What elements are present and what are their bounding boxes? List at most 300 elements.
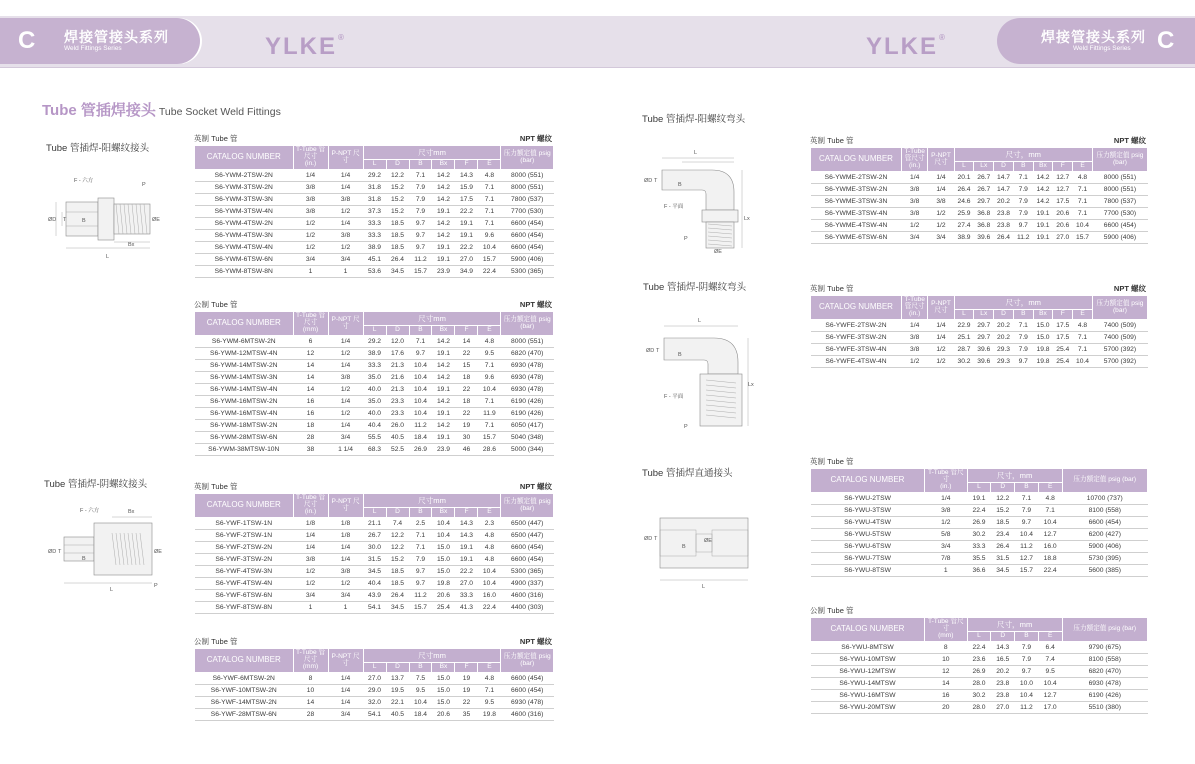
- series-subtitle-right: Weld Fittings Series: [1073, 45, 1131, 52]
- table-cell: 19.1: [432, 254, 455, 266]
- svg-text:Bx: Bx: [128, 242, 135, 248]
- table-cell: 5900 (406): [501, 254, 554, 266]
- svg-text:Bx: Bx: [128, 509, 135, 515]
- table-cell: 9.7: [409, 348, 432, 360]
- table-cell: 40.4: [363, 578, 386, 590]
- table-cell: 13.7: [386, 673, 409, 685]
- table-cell: 45.1: [363, 254, 386, 266]
- col-dimensions: 尺寸，mm: [954, 148, 1092, 162]
- table-cell: 20.1: [954, 172, 974, 184]
- col-dim-e: E: [478, 160, 501, 170]
- col-tube-size: [293, 312, 328, 336]
- table-cell: 15.0: [432, 542, 455, 554]
- table-cell: 5730 (395): [1062, 553, 1147, 565]
- table-cell: 38.9: [954, 232, 974, 244]
- catalog-number: S6-YWF-2TSW-1N: [195, 530, 294, 542]
- table-caption-tube: 公制 Tube 管: [810, 606, 854, 615]
- table-cell: 19.8: [1033, 344, 1053, 356]
- table-cell: 7.1: [1013, 320, 1033, 332]
- svg-text:Lx: Lx: [744, 216, 750, 222]
- col-tube-size-unit: (mm): [302, 662, 319, 670]
- table-cell: 27.0: [455, 254, 478, 266]
- col-dim-bx: Bx: [432, 326, 455, 336]
- table-cell: 14: [924, 678, 967, 690]
- catalog-number: S6-YWME-3TSW-4N: [811, 208, 902, 220]
- col-dim-b: B: [1013, 310, 1033, 320]
- catalog-number: S6-YWM-14MTSW-3N: [195, 372, 294, 384]
- col-pnpt-size: P-NPT 尺寸: [328, 494, 363, 518]
- col-dimensions: 尺寸mm: [363, 649, 501, 663]
- col-pressure-rating: 压力额定值 psig (bar): [501, 649, 554, 673]
- table-cell: 15.2: [386, 194, 409, 206]
- table-cell: 27.0: [455, 578, 478, 590]
- table-row: [811, 232, 1148, 244]
- catalog-number: S6-YWM-16MTSW-4N: [195, 408, 294, 420]
- table-cell: 21.6: [386, 372, 409, 384]
- col-dim-l: L: [967, 483, 991, 493]
- table-cell: 20.2: [991, 666, 1015, 678]
- table-cell: 15.7: [478, 432, 501, 444]
- col-dim-e: E: [1038, 632, 1062, 642]
- table-cell: 15.0: [1033, 320, 1053, 332]
- col-catalog-number: CATALOG NUMBER: [195, 649, 294, 673]
- table-cell: 4.8: [478, 170, 501, 182]
- table-row: [195, 420, 554, 432]
- table-cell: 7.9: [409, 182, 432, 194]
- col-tube-size: [901, 296, 927, 320]
- catalog-number: S6-YWU-6TSW: [811, 541, 925, 553]
- table-cell: 1/4: [328, 685, 363, 697]
- table-cell: 7.9: [1015, 654, 1039, 666]
- table-row: [195, 266, 554, 278]
- table-cell: 14: [455, 336, 478, 348]
- table-cell: 10.4: [1073, 356, 1093, 368]
- table-cell: 6190 (426): [1062, 690, 1147, 702]
- table-cell: 19.1: [432, 384, 455, 396]
- table-cell: 7.9: [1013, 184, 1033, 196]
- table-cell: 23.8: [991, 690, 1015, 702]
- table-cell: 43.9: [363, 590, 386, 602]
- table-cell: 8000 (551): [501, 182, 554, 194]
- table-row: [195, 372, 554, 384]
- catalog-number: S6-YWU-8MTSW: [811, 642, 925, 654]
- table-cell: 18: [455, 372, 478, 384]
- table-cell: 5/8: [924, 529, 967, 541]
- table-cell: 17.5: [1053, 320, 1073, 332]
- table-caption-tube: 英制 Tube 管: [194, 482, 238, 491]
- table-cell: 22.4: [1038, 565, 1062, 577]
- table-cell: 20.6: [1053, 208, 1073, 220]
- table-cell: 31.5: [991, 553, 1015, 565]
- table-cell: 33.3: [363, 360, 386, 372]
- col-dimensions: 尺寸mm: [363, 146, 501, 160]
- svg-text:ØD: ØD: [646, 348, 655, 354]
- table-cell: 15.0: [432, 697, 455, 709]
- col-tube-size-label: T-Tube 管尺寸: [927, 469, 964, 484]
- table-row: [195, 602, 554, 614]
- table-cell: 1/8: [293, 518, 328, 530]
- union-drawing: [642, 500, 752, 590]
- table-cell: 9.6: [478, 372, 501, 384]
- col-catalog-number: CATALOG NUMBER: [811, 469, 925, 493]
- table-cell: 38.9: [363, 242, 386, 254]
- table-cell: 7.4: [386, 518, 409, 530]
- table-cell: 14.2: [432, 218, 455, 230]
- table-cell: 27.0: [363, 673, 386, 685]
- table-cell: 36.6: [967, 565, 991, 577]
- col-dim-e: E: [1073, 162, 1093, 172]
- table-cell: 10.4: [1015, 529, 1039, 541]
- table-cell: 7.9: [1015, 505, 1039, 517]
- table-cell: 1: [328, 266, 363, 278]
- table-cell: 6600 (454): [1092, 220, 1147, 232]
- table-cell: 22.2: [455, 566, 478, 578]
- table-cell: 6500 (447): [501, 518, 554, 530]
- table-cell: 1/2: [328, 206, 363, 218]
- col-dim-d: D: [994, 310, 1014, 320]
- table-cell: 1: [293, 266, 328, 278]
- table-cell: 19: [455, 420, 478, 432]
- table-row: [195, 530, 554, 542]
- col-tube-size: [293, 649, 328, 673]
- table-cell: 19.1: [455, 542, 478, 554]
- table-cell: 19.1: [432, 242, 455, 254]
- table-row: [195, 709, 554, 721]
- col-dim-l: L: [967, 632, 991, 642]
- table-cell: 1: [293, 602, 328, 614]
- svg-text:ØD: ØD: [48, 217, 57, 223]
- table-cell: 26.4: [991, 541, 1015, 553]
- table-cell: 25.4: [432, 602, 455, 614]
- table-cell: 30.2: [954, 356, 974, 368]
- table-cell: 6600 (454): [501, 554, 554, 566]
- table-cell: 1/4: [328, 554, 363, 566]
- table-cell: 1/2: [328, 384, 363, 396]
- col-dim-l: L: [363, 508, 386, 518]
- table-cell: 31.8: [363, 194, 386, 206]
- section-male-connector: Tube 管插焊-阳螺纹接头: [46, 143, 150, 154]
- table-cell: 8000 (551): [501, 336, 554, 348]
- table-cell: 21.1: [363, 518, 386, 530]
- col-dim-l: L: [954, 162, 974, 172]
- col-tube-size-unit: (in.): [304, 507, 317, 515]
- table-cell: 15.2: [386, 554, 409, 566]
- table-cell: 14: [293, 384, 328, 396]
- table-cell: 18.5: [991, 517, 1015, 529]
- col-dim-bx: Bx: [432, 160, 455, 170]
- svg-text:L: L: [698, 318, 702, 324]
- table-cell: 1/2: [328, 408, 363, 420]
- table-cell: 19.8: [1033, 356, 1053, 368]
- table-cell: 6600 (454): [501, 685, 554, 697]
- table-cell: 1/2: [293, 566, 328, 578]
- table-cell: 7.1: [478, 194, 501, 206]
- table-caption-npt: NPT 螺纹: [519, 300, 552, 309]
- table-cell: 18.5: [386, 218, 409, 230]
- catalog-number: S6-YWF-10MTSW-2N: [195, 685, 294, 697]
- col-catalog-number: CATALOG NUMBER: [811, 296, 902, 320]
- catalog-number: S6-YWM-16MTSW-2N: [195, 396, 294, 408]
- table-cell: 23.4: [991, 529, 1015, 541]
- catalog-number: S6-YWF-3TSW-2N: [195, 554, 294, 566]
- col-dim-lx: Lx: [974, 162, 994, 172]
- table-cell: 14: [293, 697, 328, 709]
- table-cell: 6930 (478): [501, 384, 554, 396]
- table-cell: 41.3: [455, 602, 478, 614]
- male-connector-drawing: [46, 172, 166, 262]
- col-dim-bx: Bx: [432, 508, 455, 518]
- series-title-right: 焊接管接头系列: [1041, 29, 1146, 45]
- table-cell: 1/4: [928, 172, 954, 184]
- table-row: [195, 230, 554, 242]
- table-cell: 1/4: [328, 170, 363, 182]
- table-row: [195, 566, 554, 578]
- col-dim-f: F: [455, 160, 478, 170]
- table-cell: 22.4: [478, 602, 501, 614]
- table-cell: 10700 (737): [1062, 493, 1147, 505]
- col-tube-size: [924, 618, 967, 642]
- table-cell: 14.3: [455, 530, 478, 542]
- table-cell: 26.9: [967, 666, 991, 678]
- table-cell: 6600 (454): [501, 230, 554, 242]
- table-cell: 29.3: [994, 356, 1014, 368]
- spec-table: [194, 145, 554, 278]
- table-cell: 46: [455, 444, 478, 456]
- table-cell: 7.1: [409, 336, 432, 348]
- col-dimensions: 尺寸mm: [363, 312, 501, 326]
- table-cell: 14.2: [1033, 196, 1053, 208]
- table-cell: 30.2: [967, 690, 991, 702]
- catalog-number: S6-YWFE-3TSW-2N: [811, 332, 902, 344]
- catalog-number: S6-YWU-14MTSW: [811, 678, 925, 690]
- table-cell: 6.4: [1038, 642, 1062, 654]
- table-cell: 7.9: [1015, 642, 1039, 654]
- table-cell: 30: [455, 432, 478, 444]
- col-tube-size-unit: (in.): [940, 482, 952, 490]
- table-cell: 10.0: [1015, 678, 1039, 690]
- table-cell: 5040 (348): [501, 432, 554, 444]
- table-cell: 28.0: [967, 678, 991, 690]
- table-cell: 1/4: [928, 184, 954, 196]
- table-cell: 10.4: [409, 360, 432, 372]
- female-connector-drawing: [46, 503, 166, 593]
- table-cell: 15.2: [991, 505, 1015, 517]
- chapter-letter: C: [18, 27, 36, 54]
- table-cell: 9.7: [1015, 666, 1039, 678]
- table-cell: 1/2: [928, 344, 954, 356]
- col-tube-size: [924, 469, 967, 493]
- table-cell: 14.2: [432, 336, 455, 348]
- table-cell: 26.9: [409, 444, 432, 456]
- svg-text:ØD: ØD: [644, 536, 653, 542]
- table-cell: 1/4: [328, 697, 363, 709]
- table-cell: 31.8: [363, 182, 386, 194]
- svg-text:ØE: ØE: [704, 538, 712, 544]
- table-cell: 8: [924, 642, 967, 654]
- col-dim-b: B: [1013, 162, 1033, 172]
- table-cell: 10.4: [409, 697, 432, 709]
- col-dim-f: F: [455, 326, 478, 336]
- svg-text:ØE: ØE: [152, 217, 160, 223]
- table-caption-npt: NPT 螺纹: [1113, 136, 1146, 145]
- table-cell: 6600 (454): [501, 542, 554, 554]
- table-cell: 1/4: [928, 332, 954, 344]
- table-cell: 10.4: [409, 384, 432, 396]
- table-cell: 23.9: [432, 444, 455, 456]
- table-row: [811, 344, 1148, 356]
- table-caption: [810, 605, 1148, 617]
- table-row: [811, 654, 1148, 666]
- table-cell: 1/4: [293, 530, 328, 542]
- table-row: [811, 642, 1148, 654]
- catalog-number: S6-YWF-28MTSW-6N: [195, 709, 294, 721]
- table-cell: 1/4: [293, 170, 328, 182]
- table-cell: 14.2: [1033, 172, 1053, 184]
- header-tab-left: [0, 18, 200, 64]
- col-dim-d: D: [994, 162, 1014, 172]
- col-tube-size-label: T-Tube 管尺寸: [927, 618, 964, 633]
- table-cell: 12.0: [386, 336, 409, 348]
- col-dim-e: E: [1038, 483, 1062, 493]
- male-elbow-drawing: [642, 140, 752, 255]
- table-cell: 12.2: [386, 170, 409, 182]
- col-dim-bx: Bx: [1033, 162, 1053, 172]
- table-cell: 39.6: [974, 344, 994, 356]
- table-cell: 1/2: [928, 356, 954, 368]
- table-cell: 7/8: [924, 553, 967, 565]
- table-cell: 7.1: [1073, 184, 1093, 196]
- table-caption: [194, 299, 554, 311]
- series-subtitle: Weld Fittings Series: [64, 45, 122, 52]
- table-cell: 4400 (303): [501, 602, 554, 614]
- table-cell: 23.6: [967, 654, 991, 666]
- catalog-number: S6-YWU-10MTSW: [811, 654, 925, 666]
- table-cell: 12.2: [386, 530, 409, 542]
- col-dimensions: 尺寸，mm: [967, 618, 1062, 632]
- col-dimensions: 尺寸mm: [363, 494, 501, 508]
- table-cell: 16: [924, 690, 967, 702]
- table-row: [195, 182, 554, 194]
- svg-text:ØD: ØD: [48, 549, 57, 555]
- col-dim-l: L: [954, 310, 974, 320]
- table-cell: 26.4: [386, 254, 409, 266]
- table-cell: 1/4: [901, 172, 927, 184]
- table-cell: 9.7: [409, 578, 432, 590]
- col-tube-size: [293, 494, 328, 518]
- table-row: [195, 206, 554, 218]
- catalog-number: S6-YWU-16MTSW: [811, 690, 925, 702]
- table-row: [811, 702, 1148, 714]
- table-cell: 1/2: [928, 208, 954, 220]
- header-tab-right: [997, 18, 1195, 64]
- catalog-number: S6-YWME-3TSW-3N: [811, 196, 902, 208]
- table-cell: 1/2: [928, 220, 954, 232]
- col-catalog-number: CATALOG NUMBER: [195, 146, 294, 170]
- table-cell: 68.3: [363, 444, 386, 456]
- svg-text:P: P: [142, 182, 146, 188]
- table-ywme-inch: [810, 135, 1148, 244]
- table-cell: 6820 (470): [1062, 666, 1147, 678]
- table-cell: 19: [455, 673, 478, 685]
- col-dim-d: D: [386, 508, 409, 518]
- catalog-number: S6-YWM-2TSW-2N: [195, 170, 294, 182]
- table-cell: 1/8: [328, 518, 363, 530]
- col-tube-size-label: T-Tube 管尺寸: [904, 296, 925, 311]
- table-cell: 10.4: [1015, 690, 1039, 702]
- table-row: [811, 505, 1148, 517]
- col-dim-e: E: [1073, 310, 1093, 320]
- catalog-number: S6-YWM-18MTSW-2N: [195, 420, 294, 432]
- table-cell: 19: [455, 685, 478, 697]
- table-cell: 14: [293, 360, 328, 372]
- col-dim-f: F: [1053, 162, 1073, 172]
- table-cell: 26.7: [363, 530, 386, 542]
- col-dim-b: B: [1015, 632, 1039, 642]
- table-cell: 7.1: [1013, 172, 1033, 184]
- table-cell: 6600 (454): [1062, 517, 1147, 529]
- table-cell: 26.4: [386, 590, 409, 602]
- table-cell: 35.0: [363, 372, 386, 384]
- table-row: [195, 384, 554, 396]
- table-cell: 7.1: [1073, 196, 1093, 208]
- table-cell: 39.6: [974, 232, 994, 244]
- table-cell: 6190 (426): [501, 408, 554, 420]
- table-row: [195, 578, 554, 590]
- svg-text:Lx: Lx: [748, 382, 754, 388]
- table-cell: 22.4: [478, 266, 501, 278]
- table-row: [811, 332, 1148, 344]
- label-hex: F - 六方: [74, 178, 94, 184]
- col-tube-size-label: T-Tube 管尺寸: [295, 494, 326, 509]
- table-cell: 18.5: [386, 242, 409, 254]
- table-cell: 15.9: [455, 182, 478, 194]
- catalog-number: S6-YWF-4TSW-4N: [195, 578, 294, 590]
- table-row: [195, 432, 554, 444]
- col-tube-size-label: T-Tube 管尺寸: [904, 148, 925, 163]
- table-cell: 35: [455, 709, 478, 721]
- table-cell: 38: [293, 444, 328, 456]
- table-cell: 9.5: [409, 685, 432, 697]
- table-row: [811, 184, 1148, 196]
- table-cell: 29.7: [974, 320, 994, 332]
- table-cell: 34.5: [991, 565, 1015, 577]
- table-cell: 1/4: [328, 420, 363, 432]
- catalog-number: S6-YWFE-2TSW-2N: [811, 320, 902, 332]
- table-cell: 7.1: [478, 206, 501, 218]
- table-cell: 33.3: [455, 590, 478, 602]
- table-cell: 40.5: [386, 709, 409, 721]
- table-cell: 11.2: [1015, 541, 1039, 553]
- table-cell: 7.9: [1013, 332, 1033, 344]
- table-cell: 1/4: [328, 182, 363, 194]
- table-cell: 7700 (530): [1092, 208, 1147, 220]
- table-cell: 3/8: [901, 332, 927, 344]
- series-title: 焊接管接头系列: [64, 29, 169, 45]
- table-row: [195, 554, 554, 566]
- col-tube-size: [293, 146, 328, 170]
- table-cell: 22: [455, 384, 478, 396]
- table-cell: 3/8: [901, 196, 927, 208]
- table-cell: 29.2: [363, 336, 386, 348]
- col-catalog-number: CATALOG NUMBER: [195, 312, 294, 336]
- table-cell: 5600 (385): [1062, 565, 1147, 577]
- table-cell: 7.1: [478, 182, 501, 194]
- section-female-elbow: Tube 管插焊-阴螺纹弯头: [643, 282, 747, 293]
- table-cell: 20: [924, 702, 967, 714]
- table-cell: 3/4: [901, 232, 927, 244]
- table-cell: 26.4: [954, 184, 974, 196]
- table-cell: 10.4: [478, 384, 501, 396]
